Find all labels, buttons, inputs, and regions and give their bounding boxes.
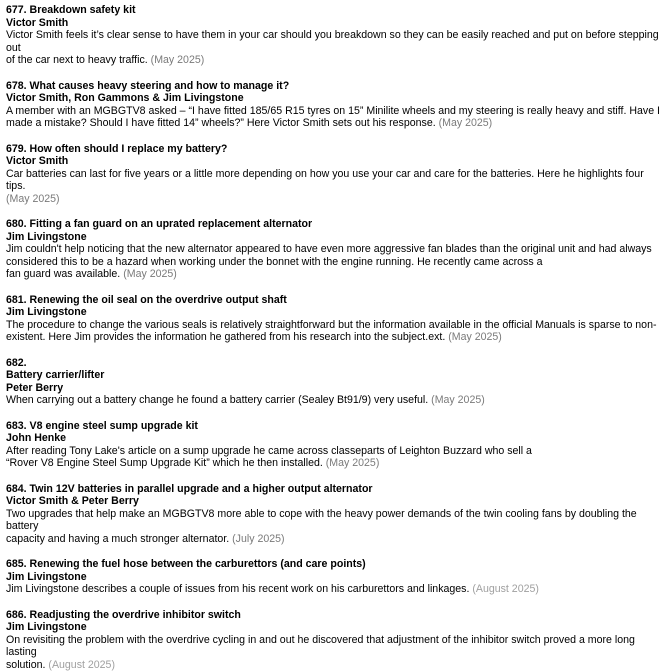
article-description-line: When carrying out a battery change he found a battery carrier (Sealey Bt91/9) very useful. xyxy=(6,394,428,406)
article-title-continued: Battery carrier/lifter xyxy=(6,369,664,382)
article-title: 678. What causes heavy steering and how to manage it? xyxy=(6,80,664,93)
article-date: (July 2025) xyxy=(232,533,284,545)
article-entry xyxy=(6,609,664,671)
article-description xyxy=(6,394,664,407)
article-description-line: made a mistake? Should I have fitted 14” wheels?” Here Victor Smith sets out his response. xyxy=(6,117,436,129)
article-description-line: “Rover V8 Engine Steel Sump Upgrade Kit” which he then installed. xyxy=(6,457,323,469)
article-date: (May 2025) xyxy=(431,394,485,406)
article-description-line: Car batteries can last for five years or a little more depending on how you use your car and care for the batteries. Here he highlights four tips. xyxy=(6,168,644,193)
article-description-line: fan guard was available. xyxy=(6,268,120,280)
article-description xyxy=(6,168,664,206)
article-entry xyxy=(6,357,664,407)
article-date: (August 2025) xyxy=(48,659,115,671)
article-description-line: The procedure to change the various seals is relatively straightforward but the information available in the official Manuals is sparse to non- xyxy=(6,319,657,331)
article-description-line: A member with an MGBGTV8 asked – “I have fitted 185/65 R15 tyres on 15” Minilite wheels and my steering is really heavy and stiff. Have I xyxy=(6,105,660,117)
article-authors: Victor Smith, Ron Gammons & Jim Livingstone xyxy=(6,92,664,105)
article-title: 680. Fitting a fan guard on an uprated replacement alternator xyxy=(6,218,664,231)
article-authors: Victor Smith xyxy=(6,155,664,168)
article-description-line: considered this to be a hazard when working under the bonnet with the engine running. He recently came across a xyxy=(6,256,543,268)
article-date: (May 2025) xyxy=(151,54,205,66)
article-date: (May 2025) xyxy=(123,268,177,280)
article-description xyxy=(6,105,664,130)
article-description-line: of the car next to heavy traffic. xyxy=(6,54,148,66)
article-entry xyxy=(6,294,664,344)
article-description-line: capacity and having a much stronger alternator. xyxy=(6,533,229,545)
article-description-line: solution. xyxy=(6,659,45,671)
article-description-line: On revisiting the problem with the overdrive cycling in and out he discovered that adjustment of the inhibitor switch proved a more long lasting xyxy=(6,634,635,659)
article-date: (August 2025) xyxy=(472,583,539,595)
article-entry xyxy=(6,558,664,596)
article-authors: Jim Livingstone xyxy=(6,571,664,584)
article-authors: Jim Livingstone xyxy=(6,621,664,634)
article-description xyxy=(6,29,664,67)
article-title: 685. Renewing the fuel hose between the carburettors (and care points) xyxy=(6,558,664,571)
article-title: 683. V8 engine steel sump upgrade kit xyxy=(6,420,664,433)
article-title: 677. Breakdown safety kit xyxy=(6,4,664,17)
article-authors: Victor Smith xyxy=(6,17,664,30)
article-description-line: existent. Here Jim provides the information he gathered from his research into the subject.ext. xyxy=(6,331,445,343)
article-description-line: After reading Tony Lake's article on a sump upgrade he came across classeparts of Leighton Buzzard who sell a xyxy=(6,445,532,457)
article-authors: Jim Livingstone xyxy=(6,306,664,319)
article-title: 684. Twin 12V batteries in parallel upgrade and a higher output alternator xyxy=(6,483,664,496)
article-title: 686. Readjusting the overdrive inhibitor switch xyxy=(6,609,664,622)
article-entry xyxy=(6,420,664,470)
article-authors: Jim Livingstone xyxy=(6,231,664,244)
article-date: (May 2025) xyxy=(439,117,493,129)
article-description xyxy=(6,508,664,546)
article-description xyxy=(6,634,664,671)
article-description xyxy=(6,583,664,596)
article-description xyxy=(6,319,664,344)
article-authors: John Henke xyxy=(6,432,664,445)
article-title: 681. Renewing the oil seal on the overdrive output shaft xyxy=(6,294,664,307)
article-description-line: Jim couldn't help noticing that the new alternator appeared to have even more aggressive fan blades than the original unit and had always xyxy=(6,243,652,255)
article-date: (May 2025) xyxy=(6,193,60,205)
article-entry xyxy=(6,4,664,67)
article-date: (May 2025) xyxy=(448,331,502,343)
article-description xyxy=(6,243,664,281)
article-date: (May 2025) xyxy=(326,457,380,469)
article-authors: Victor Smith & Peter Berry xyxy=(6,495,664,508)
article-entry xyxy=(6,80,664,130)
article-authors: Peter Berry xyxy=(6,382,664,395)
article-entry xyxy=(6,143,664,206)
article-description-line: Jim Livingstone describes a couple of issues from his recent work on his carburettors and linkages. xyxy=(6,583,469,595)
article-description-line: Two upgrades that help make an MGBGTV8 more able to cope with the heavy power demands of the twin cooling fans by doubling the battery xyxy=(6,508,637,533)
article-title: 679. How often should I replace my battery? xyxy=(6,143,664,156)
article-description-line: Victor Smith feels it’s clear sense to have them in your car should you breakdown so they can be easily reached and put on before stepping out xyxy=(6,29,659,54)
article-entry xyxy=(6,483,664,546)
article-title: 682. xyxy=(6,357,664,370)
article-description xyxy=(6,445,664,470)
article-entry xyxy=(6,218,664,281)
